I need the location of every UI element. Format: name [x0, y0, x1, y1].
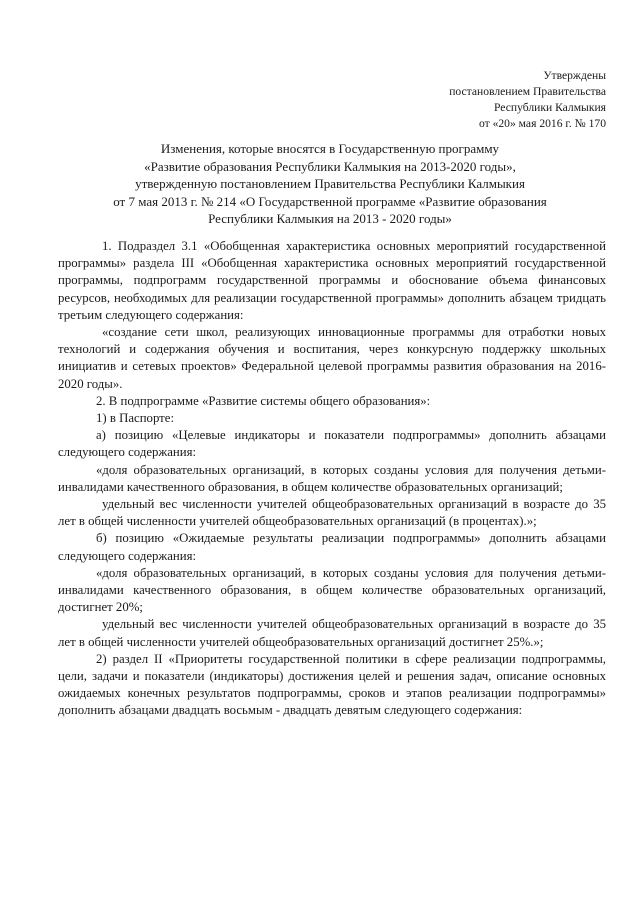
paragraph-subitem-a: а) позицию «Целевые индикаторы и показатели подпрограммы» дополнить абзацами следующего содержания: [58, 428, 606, 460]
document-title [60, 140, 600, 228]
approval-line: Утверждены [543, 69, 606, 82]
quoted-paragraph: «доля образовательных организаций, в которых созданы условия для получения детьми-инвалидами качественного образования, в общем количестве образовательных организаций; [58, 462, 606, 494]
paragraph-subitem-2: 2) раздел II «Приоритеты государственной политики в сфере реализации подпрограммы, цели, задачи и показатели (индикаторы) достижения целей и решения задач, описание основных ожидаемых конечных результатов подпрограммы, сроков и этапов реализации подпрограммы» дополнить абзацами двадцать восьмым - двадцать девятым следующего содержания: [58, 651, 606, 718]
paragraph-item-2: 2. В подпрограмме «Развитие системы общего образования»: [96, 393, 431, 408]
quoted-paragraph: «доля образовательных организаций, в которых созданы условия для получения детьми-инвалидами качественного образования, в общем количестве образовательных организаций, достигнет 20%; [58, 565, 606, 615]
quoted-paragraph: удельный вес численности учителей общеобразовательных организаций в возрасте до 35 лет в общей численности учителей общеобразовательных организаций достигнет 25%.»; [58, 617, 606, 649]
approval-line: Республики Калмыкия [494, 101, 606, 114]
approval-stamp [449, 68, 606, 132]
title-line: «Развитие образования Республики Калмыкия на 2013-2020 годы», [144, 158, 516, 174]
title-line: от 7 мая 2013 г. № 214 «О Государственной программе «Развитие образования [113, 193, 547, 209]
title-line: Изменения, которые вносятся в Государственную программу [160, 141, 500, 156]
quoted-paragraph: удельный вес численности учителей общеобразовательных организаций в возрасте до 35 лет в общей численности учителей общеобразовательных организаций (в процентах).»; [58, 497, 606, 529]
title-line: Республики Калмыкия на 2013 - 2020 годы» [208, 211, 452, 226]
approval-line: постановлением Правительства [449, 85, 606, 98]
paragraph-subitem: 1) в Паспорте: [96, 411, 175, 426]
document-body [58, 238, 606, 720]
quoted-paragraph: «создание сети школ, реализующих инновационные программы для отработки новых технологий и содержания обучения и воспитания, через конкурсную поддержку школьных инициатив и сетевых проектов» Федеральной целевой программы развития образования на 2016-2020 годы». [58, 325, 606, 391]
paragraph-subitem-b: б) позицию «Ожидаемые результаты реализации подпрограммы» дополнить абзацами следующего содержания: [58, 531, 606, 563]
title-line: утвержденную постановлением Правительства Республики Калмыкия [135, 176, 525, 191]
approval-date-line: от «20» мая 2016 г. № 170 [478, 117, 606, 130]
paragraph-item-1: 1. Подраздел 3.1 «Обобщенная характеристика основных мероприятий государственной программы» раздела III «Обобщенная характеристика основных мероприятий государственной программы, подпрограмм государственной программы и обоснование объема финансовых ресурсов, необходимых для реализации государственной программы» дополнить абзацем тридцать третьим следующего содержания: [58, 239, 606, 322]
